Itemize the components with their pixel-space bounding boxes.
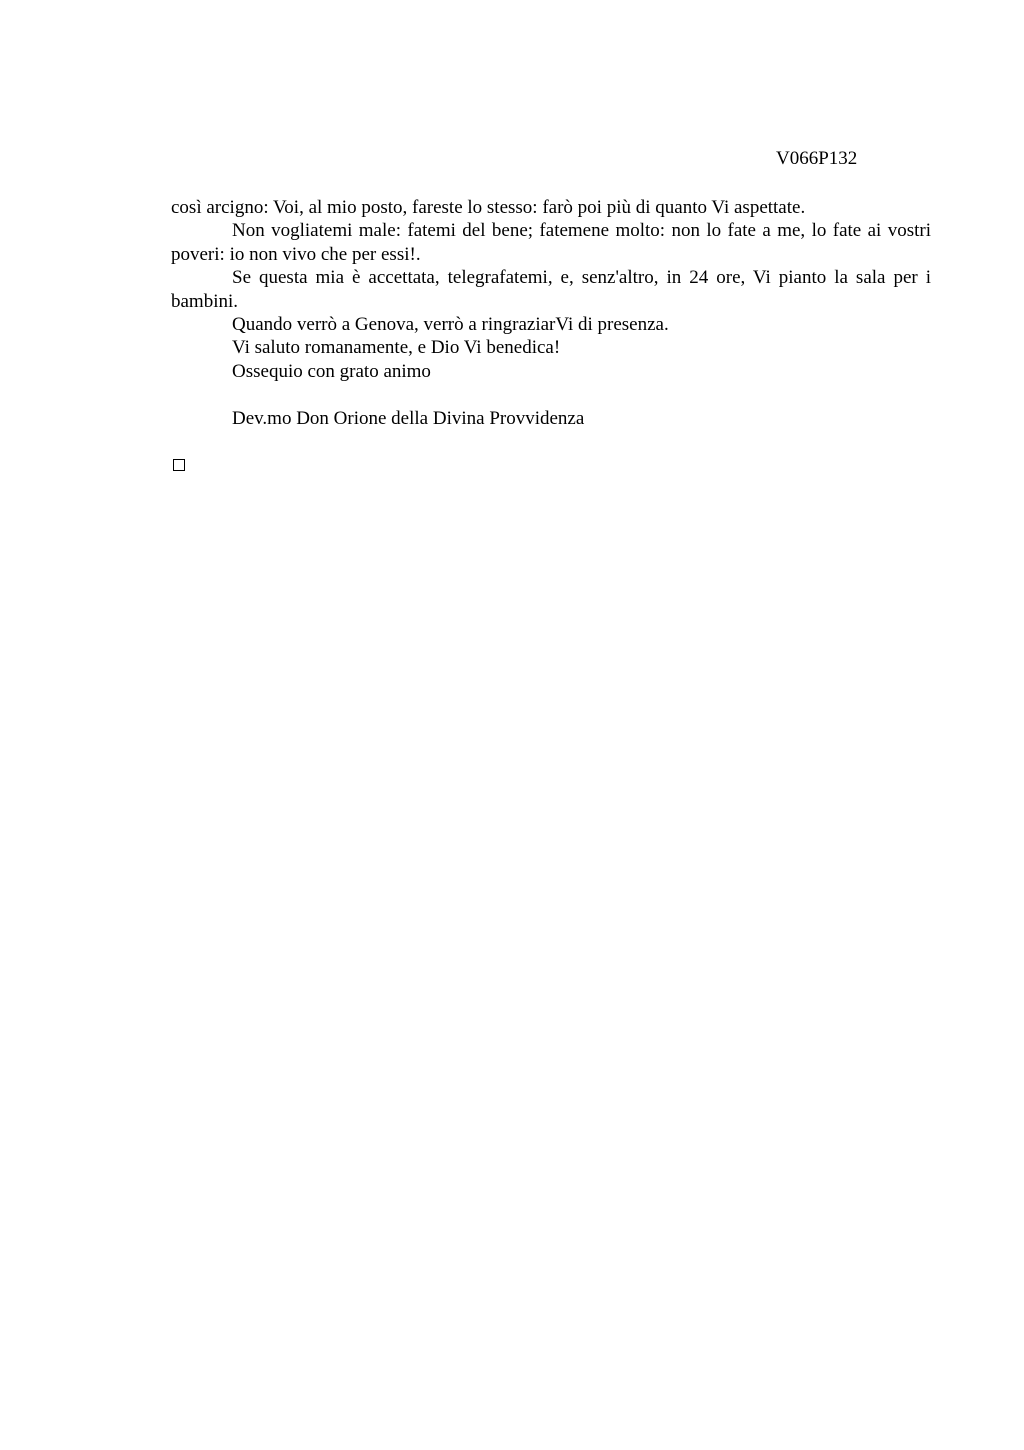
page-code: V066P132 [776,148,858,169]
signature: Dev.mo Don Orione della Divina Provvidenza [232,407,585,429]
letter-body [171,196,931,430]
paragraph: Vi saluto romanamente, e Dio Vi benedica! [232,337,561,359]
paragraph: Quando verrò a Genova, verrò a ringraziarVi di presenza. [232,314,669,336]
paragraph-continuation: così arcigno: Voi, al mio posto, fareste lo stesso: farò poi più di quanto Vi aspettate. [171,197,806,218]
paragraph: Se questa mia è accettata, telegrafatemi, e, senz'altro, in 24 ore, Vi pianto la sala per i bambini. [171,267,931,312]
spacer [171,383,931,406]
paragraph: Non vogliatemi male: fatemi del bene; fatemene molto: non lo fate a me, lo fate ai vostri poveri: io non vivo che per essi!. [171,220,931,265]
closing-line: Ossequio con grato animo [232,360,431,382]
end-marker-box-icon [173,459,185,471]
